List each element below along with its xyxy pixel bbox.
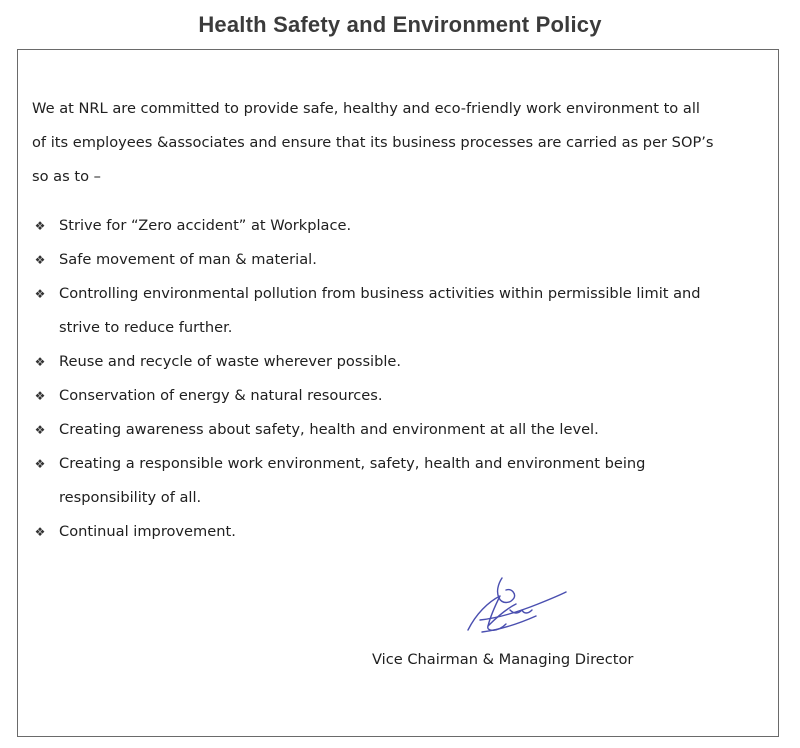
policy-bullet-item	[32, 515, 772, 549]
bullet-text-continuation: responsibility of all.	[59, 489, 202, 506]
policy-bullet-item	[32, 243, 772, 277]
diamond-bullet-icon: ❖	[34, 423, 46, 437]
bullet-text: Conservation of energy & natural resources.	[59, 387, 383, 404]
intro-line: We at NRL are committed to provide safe, healthy and eco-friendly work environment to all	[32, 100, 700, 117]
document-title: Health Safety and Environment Policy	[198, 12, 602, 37]
bullet-text: Strive for “Zero accident” at Workplace.	[59, 217, 352, 234]
bullet-text: Controlling environmental pollution from business activities within permissible limit and	[59, 285, 701, 302]
policy-bullet-item	[32, 413, 772, 447]
policy-bullet-item	[32, 277, 772, 345]
policy-bullet-item	[32, 209, 772, 243]
bullet-text-continuation: strive to reduce further.	[59, 319, 233, 336]
policy-bullet-item	[32, 345, 772, 379]
diamond-bullet-icon: ❖	[34, 355, 46, 369]
diamond-bullet-icon: ❖	[34, 525, 46, 539]
handwritten-signature	[458, 574, 573, 640]
diamond-bullet-icon: ❖	[34, 457, 46, 471]
signatory-designation: Vice Chairman & Managing Director	[372, 651, 634, 668]
diamond-bullet-icon: ❖	[34, 253, 46, 267]
diamond-bullet-icon: ❖	[34, 389, 46, 403]
diamond-bullet-icon: ❖	[34, 219, 46, 233]
policy-bullet-item	[32, 379, 772, 413]
intro-line: so as to –	[32, 168, 101, 185]
diamond-bullet-icon: ❖	[34, 287, 46, 301]
intro-line: of its employees &associates and ensure that its business processes are carried as per SOP’s	[32, 134, 714, 151]
bullet-text: Safe movement of man & material.	[59, 251, 317, 268]
bullet-text: Continual improvement.	[59, 523, 236, 540]
bullet-text: Reuse and recycle of waste wherever possible.	[59, 353, 402, 370]
bullet-text: Creating a responsible work environment, safety, health and environment being	[59, 455, 646, 472]
bullet-text: Creating awareness about safety, health and environment at all the level.	[59, 421, 599, 438]
intro-paragraph	[32, 92, 772, 194]
policy-bullet-list	[32, 209, 772, 549]
policy-bullet-item	[32, 447, 772, 515]
